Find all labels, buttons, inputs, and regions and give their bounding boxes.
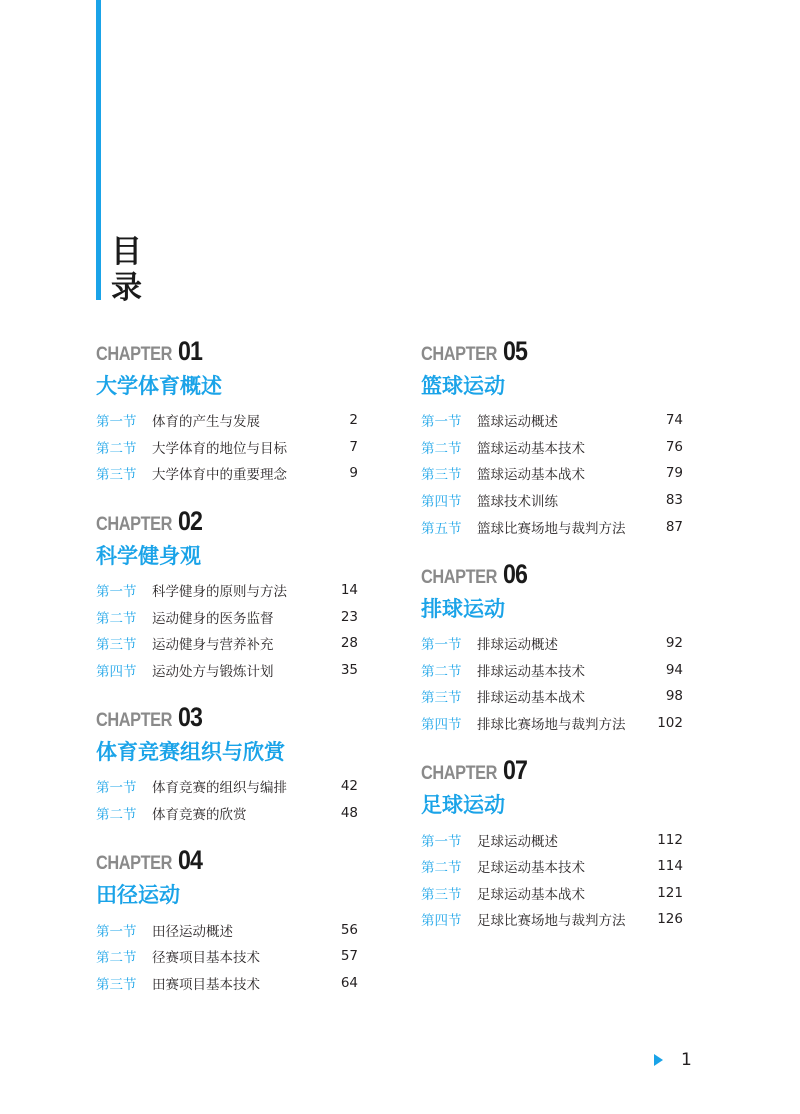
title-char: 目 [111,234,142,270]
toc-entry[interactable] [421,657,683,684]
section-title: 足球运动概述 [477,833,558,850]
section-number: 第四节 [421,494,462,511]
toc-entry[interactable] [421,487,683,514]
section-page: 9 [349,465,358,482]
section-page: 35 [340,661,358,678]
section-number: 第一节 [96,414,137,431]
chapter-title[interactable]: 大学体育概述 [96,374,222,398]
page-title [111,234,142,306]
toc-entry[interactable] [96,434,358,461]
section-title: 运动健身的医务监督 [152,610,274,627]
section-title: 体育的产生与发展 [152,414,260,431]
section-page: 28 [340,635,358,652]
chapter-07 [421,755,683,932]
section-number: 第五节 [421,520,462,537]
chapter-word: CHAPTER [421,344,497,365]
section-number: 第二节 [421,440,462,457]
chapter-number: 02 [178,505,203,536]
section-page: 14 [340,582,358,599]
chapter-04 [96,845,358,996]
section-title: 篮球运动基本战术 [477,467,585,484]
chapter-number: 06 [503,558,528,589]
section-title: 排球比赛场地与裁判方法 [477,717,626,734]
section-page: 92 [665,635,683,652]
section-page: 2 [349,412,358,429]
chapter-title[interactable]: 足球运动 [421,793,505,818]
chapter-number: 03 [178,702,203,733]
chapter-05 [421,336,683,540]
section-page: 98 [665,688,683,705]
chapter-title[interactable]: 篮球运动 [421,374,505,398]
chapter-title[interactable]: 体育竞赛组织与欣赏 [96,740,285,765]
toc-entry[interactable] [96,460,358,487]
page-number: 1 [681,1050,692,1070]
section-title: 足球比赛场地与裁判方法 [477,913,626,930]
toc-entry[interactable] [421,710,683,737]
chapter-03 [96,702,358,826]
title-char: 录 [111,270,142,306]
chapter-title[interactable]: 科学健身观 [96,543,201,568]
toc-entry[interactable] [421,683,683,710]
chapter-word: CHAPTER [421,763,497,785]
accent-bar [96,0,101,300]
section-number: 第四节 [421,717,462,734]
toc-entry[interactable] [96,603,358,630]
section-title: 田径运动概述 [152,923,233,940]
section-number: 第二节 [96,610,137,627]
chapter-number: 05 [503,336,528,366]
section-page: 83 [665,492,683,509]
section-number: 第二节 [421,860,462,877]
section-number: 第一节 [421,414,462,431]
toc-entry[interactable] [421,906,683,933]
chapter-02 [96,506,358,683]
section-page: 7 [349,438,358,455]
section-title: 排球运动基本战术 [477,690,585,707]
toc-entry[interactable] [96,630,358,657]
toc-entry[interactable] [96,577,358,604]
chapter-06 [421,559,683,736]
section-title: 排球运动基本技术 [477,663,585,680]
chapter-word: CHAPTER [96,344,172,365]
section-page: 79 [665,465,683,482]
section-page: 76 [665,438,683,455]
section-title: 体育竞赛的欣赏 [152,807,247,824]
section-title: 篮球技术训练 [477,494,558,511]
chapter-label [96,702,358,736]
section-title: 径赛项目基本技术 [152,950,260,967]
section-page: 102 [657,715,683,732]
section-title: 田赛项目基本技术 [152,976,260,993]
chapter-word: CHAPTER [421,566,497,588]
toc-entry[interactable] [421,853,683,880]
toc-entry[interactable] [421,434,683,461]
section-number: 第一节 [421,637,462,654]
section-page: 94 [665,661,683,678]
section-title: 运动健身与营养补充 [152,637,274,654]
section-title: 篮球运动基本技术 [477,440,585,457]
section-number: 第三节 [96,637,137,654]
toc-entry[interactable] [421,880,683,907]
chapter-label [421,755,683,789]
section-number: 第四节 [421,913,462,930]
section-number: 第二节 [96,950,137,967]
section-title: 篮球比赛场地与裁判方法 [477,520,626,537]
section-number: 第二节 [96,440,137,457]
section-page: 126 [657,911,683,928]
toc-entry[interactable] [421,460,683,487]
page-footer [654,1049,692,1071]
section-title: 运动处方与锻炼计划 [152,663,274,680]
section-title: 大学体育的地位与目标 [152,440,287,457]
section-number: 第三节 [421,886,462,903]
toc-entry[interactable] [96,970,358,997]
toc-entry[interactable] [421,630,683,657]
toc-entry[interactable] [96,657,358,684]
section-page: 23 [340,608,358,625]
triangle-right-icon [654,1054,663,1066]
section-title: 科学健身的原则与方法 [152,584,287,601]
chapter-word: CHAPTER [96,853,172,875]
section-page: 74 [665,412,683,429]
chapter-word: CHAPTER [96,710,172,732]
toc-entry[interactable] [421,826,683,853]
chapter-word: CHAPTER [96,513,172,535]
section-number: 第四节 [96,663,137,680]
chapter-number: 04 [178,845,203,876]
section-title: 体育竞赛的组织与编排 [152,780,287,797]
section-number: 第一节 [96,923,137,940]
chapter-label [96,336,358,370]
chapter-title[interactable]: 田径运动 [96,883,180,908]
section-title: 足球运动基本战术 [477,886,585,903]
section-page: 87 [665,518,683,535]
toc-entry[interactable] [96,407,358,434]
section-number: 第二节 [421,663,462,680]
section-number: 第三节 [421,467,462,484]
section-title: 篮球运动概述 [477,414,558,431]
chapter-01 [96,336,358,487]
toc-entry[interactable] [96,943,358,970]
toc-entry[interactable] [421,407,683,434]
section-title: 大学体育中的重要理念 [152,467,287,484]
toc-entry[interactable] [96,773,358,800]
toc-column-right [421,336,683,952]
section-page: 121 [657,884,683,901]
section-title: 足球运动基本技术 [477,860,585,877]
chapter-title[interactable]: 排球运动 [421,596,505,621]
section-title: 排球运动概述 [477,637,558,654]
section-page: 114 [657,858,683,875]
toc-entry[interactable] [421,513,683,540]
section-number: 第三节 [96,467,137,484]
chapter-number: 01 [178,336,203,366]
section-page: 56 [340,921,358,938]
section-number: 第一节 [421,833,462,850]
chapter-label [96,506,358,540]
section-number: 第一节 [96,584,137,601]
toc-entry[interactable] [96,800,358,827]
chapter-label [421,336,683,370]
section-number: 第二节 [96,807,137,824]
section-page: 42 [340,778,358,795]
section-page: 112 [657,831,683,848]
chapter-number: 07 [503,755,528,786]
chapter-label [96,845,358,879]
chapter-label [421,559,683,593]
section-number: 第三节 [421,690,462,707]
section-page: 64 [340,974,358,991]
section-page: 48 [340,805,358,822]
toc-column-left [96,336,358,1015]
toc-entry[interactable] [96,916,358,943]
section-number: 第一节 [96,780,137,797]
section-number: 第三节 [96,976,137,993]
section-page: 57 [340,948,358,965]
